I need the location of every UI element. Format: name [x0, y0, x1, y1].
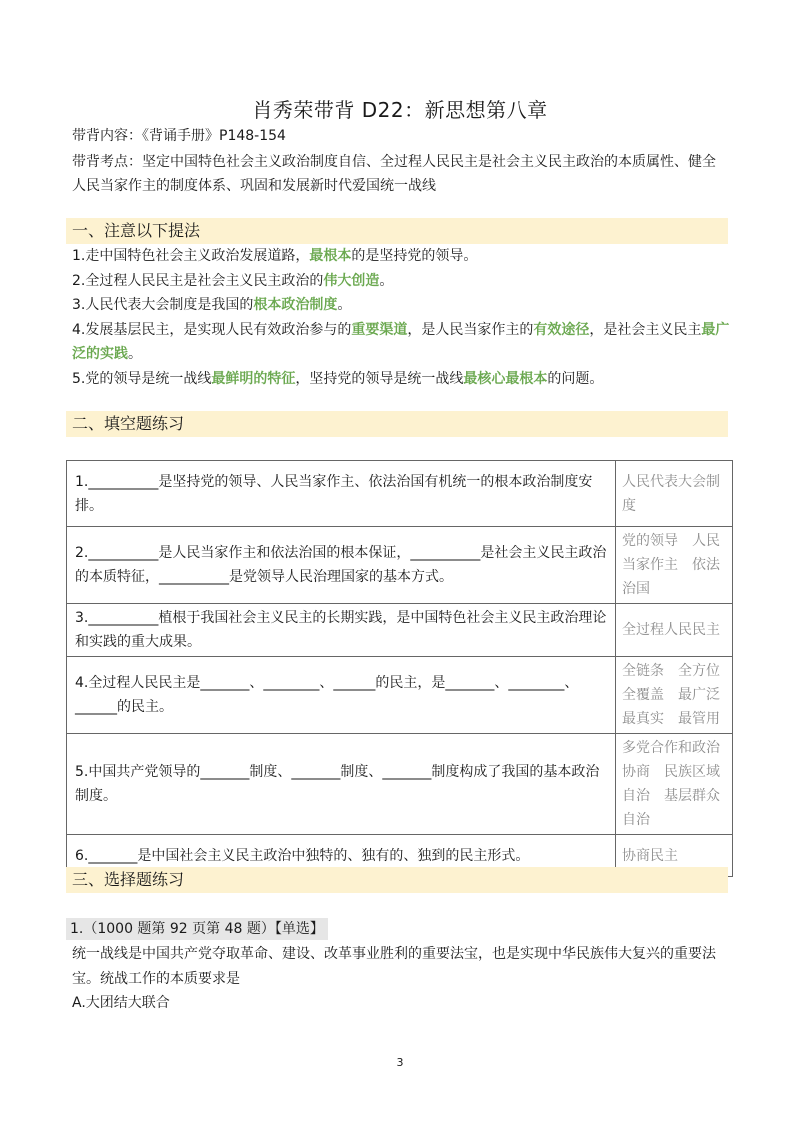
- question-cell: 3.__________植根于我国社会主义民主的长期实践，是中国特色社会主义民主政治理论和实践的重大成果。: [67, 604, 616, 657]
- points-line-2: 人民当家作主的制度体系、巩固和发展新时代爱国统一战线: [72, 178, 436, 194]
- page-number: 3: [396, 1056, 404, 1069]
- note-5: 5.党的领导是统一战线最鲜明的特征，坚持党的领导是统一战线最核心最根本的问题。: [72, 370, 604, 387]
- question-cell: 2.__________是人民当家作主和依法治国的根本保证，__________是社会主义民主政治的本质特征，__________是党领导人民治理国家的基本方式。: [67, 527, 616, 604]
- table-row: [67, 461, 733, 527]
- choice-question: [72, 942, 732, 1016]
- page-title: 肖秀荣带背 D22：新思想第八章: [252, 98, 548, 122]
- table-row: [67, 657, 733, 734]
- answer-cell: 多党合作和政治协商 民族区域自治 基层群众自治: [616, 734, 733, 835]
- question-cell: 4.全过程人民民主是_______、________、______的民主，是_______、________、______的民主。: [67, 657, 616, 734]
- answer-cell: 全过程人民民主: [616, 604, 733, 657]
- section-heading-2: 二、填空题练习: [66, 411, 728, 437]
- question-stem: 统一战线是中国共产党夺取革命、建设、改革事业胜利的重要法宝，也是实现中华民族伟大复兴的重要法宝。统战工作的本质要求是: [72, 946, 716, 987]
- note-2: 2.全过程人民民主是社会主义民主政治的伟大创造。: [72, 272, 394, 289]
- points-line-1: 带背考点：坚定中国特色社会主义政治制度自信、全过程人民民主是社会主义民主政治的本质属性、健全: [72, 154, 716, 170]
- section-heading-1: 一、注意以下提法: [66, 218, 728, 244]
- answer-cell: 协商民主: [616, 835, 733, 877]
- note-4: 4.发展基层民主，是实现人民有效政治参与的重要渠道，是人民当家作主的有效途径，是社会主义民主最广泛的实践。: [72, 321, 730, 362]
- question-cell: 6._______是中国社会主义民主政治中独特的、独有的、独到的民主形式。: [67, 835, 616, 877]
- table-row: [67, 604, 733, 657]
- answer-cell: 全链条 全方位 全覆盖 最广泛 最真实 最管用: [616, 657, 733, 734]
- question-cell: 5.中国共产党领导的_______制度、_______制度、_______制度构成了我国的基本政治制度。: [67, 734, 616, 835]
- fill-blank-table: [66, 460, 733, 877]
- section-heading-3: 三、选择题练习: [66, 867, 728, 893]
- answer-cell: 人民代表大会制度: [616, 461, 733, 527]
- note-1: 1.走中国特色社会主义政治发展道路，最根本的是坚持党的领导。: [72, 248, 478, 264]
- note-3: 3.人民代表大会制度是我国的根本政治制度。: [72, 297, 352, 313]
- table-row: [67, 527, 733, 604]
- option-a: A.大团结大联合: [72, 995, 170, 1011]
- table-row: [67, 734, 733, 835]
- notes-list: [72, 244, 732, 391]
- question-tag: 1.（1000 题第 92 页第 48 题）【单选】: [66, 918, 328, 940]
- content-line: 带背内容：《背诵手册》P148-154: [72, 128, 286, 144]
- question-cell: 1.__________是坚持党的领导、人民当家作主、依法治国有机统一的根本政治制度安排。: [67, 461, 616, 527]
- answer-cell: 党的领导 人民当家作主 依法治国: [616, 527, 733, 604]
